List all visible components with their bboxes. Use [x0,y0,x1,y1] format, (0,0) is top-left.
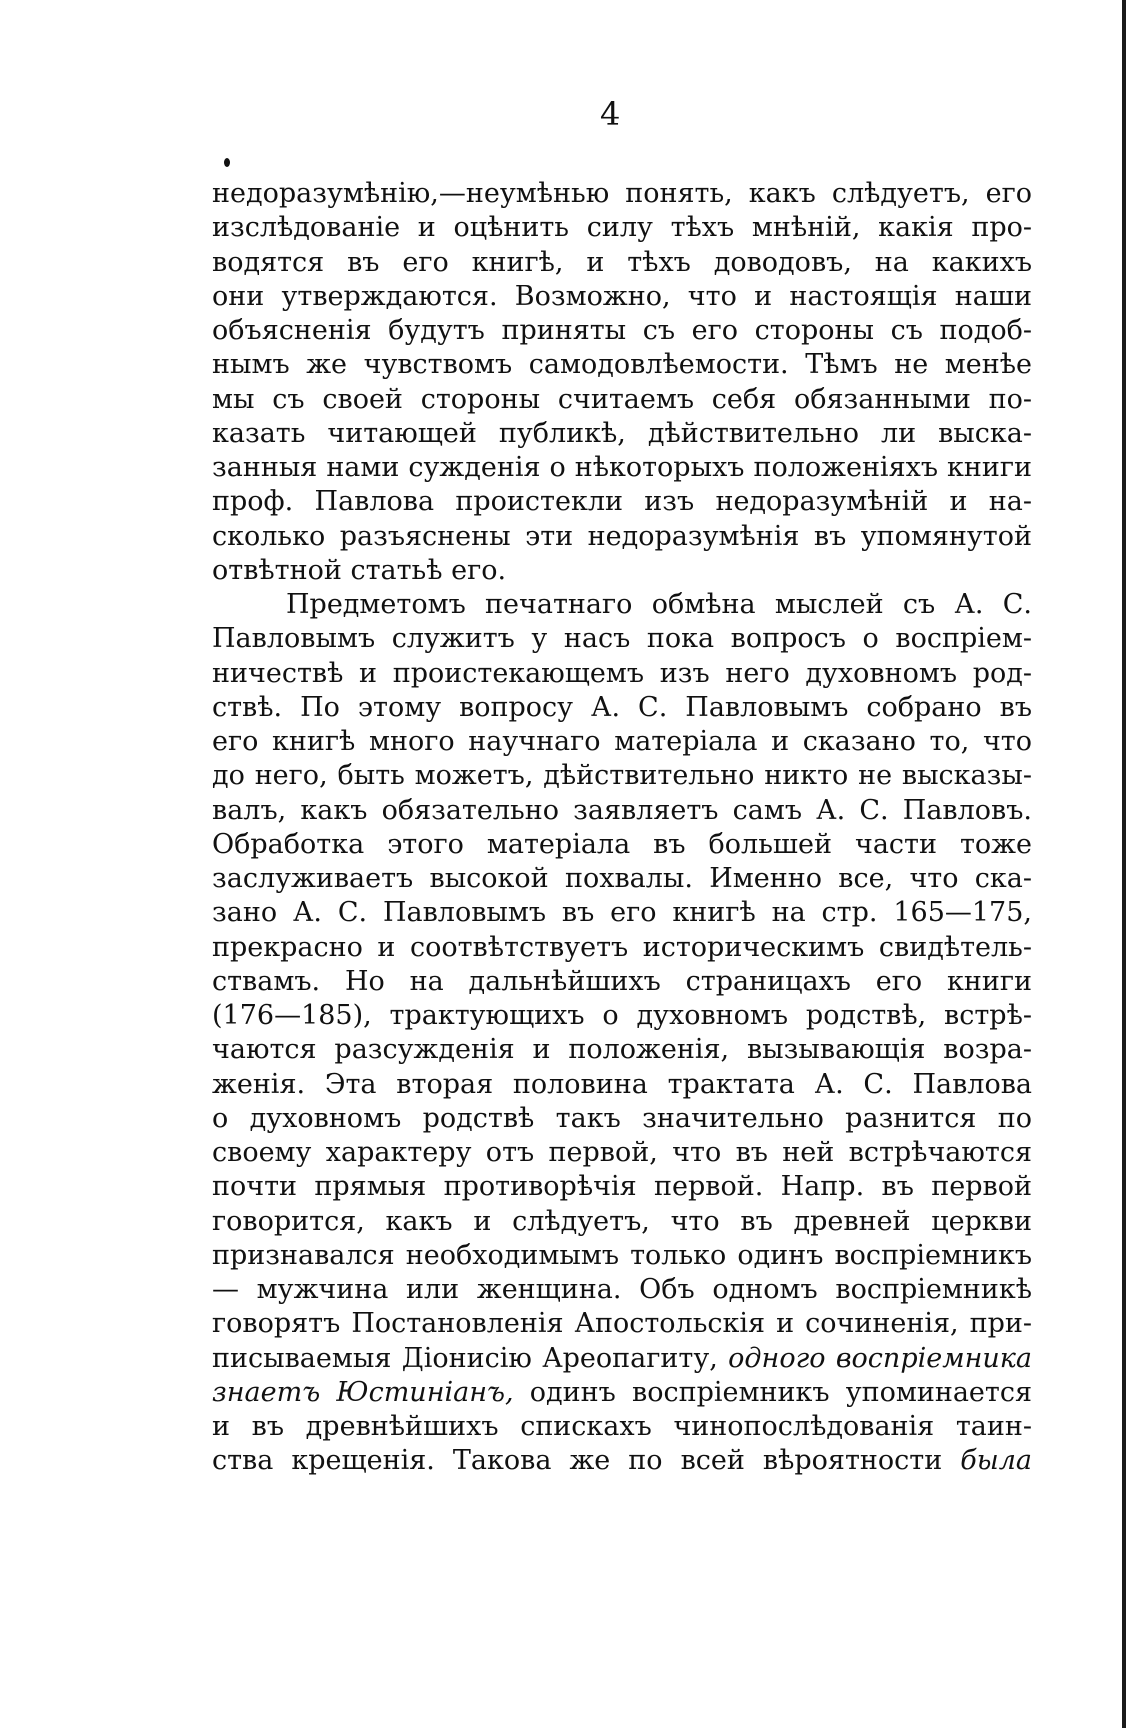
italic-emphasis: знаетъ Юстиніанъ, [212,1376,514,1408]
text-line: говорится, какъ и слѣдуетъ, что въ древней церкви [212,1205,1032,1237]
text-line: заслуживаетъ высокой похвалы. Именно все, что ска- [212,863,1032,894]
text-run: одинъ воспріемникъ упоминается [513,1376,1032,1408]
text-line: они утверждаются. Возможно, что и настоящія наши [212,280,1032,312]
text-line: Павловымъ служитъ у насъ пока вопросъ о воспріем- [212,623,1032,655]
text-line: нымъ же чувствомъ самодовлѣемости. Тѣмъ не менѣе [212,349,1032,381]
text-line: (176—185), трактующихъ о духовномъ родствѣ, встрѣ- [212,1000,1032,1031]
text-line: до него, быть можетъ, дѣйствительно никто не высказы- [212,760,1032,792]
paragraph-1 [212,177,1032,588]
text-line: валъ, какъ обязательно заявляетъ самъ А. С. Павловъ. [212,794,1032,826]
text-line: мы съ своей стороны считаемъ себя обязанными по- [212,383,1032,415]
text-line: его книгѣ много научнаго матеріала и сказано то, что [212,726,1032,757]
text-run: писываемыя Діонисію Ареопагиту, [212,1342,729,1374]
page-edge-shadow [1122,0,1126,1728]
text-line: и въ древнѣйшихъ спискахъ чинопослѣдованія таин- [212,1411,1032,1442]
text-line: о духовномъ родствѣ такъ значительно разнится по [212,1102,1032,1134]
text-line: — мужчина или женщина. Объ одномъ воспріемникѣ [212,1274,1032,1305]
text-line: водятся въ его книгѣ, и тѣхъ доводовъ, на какихъ [212,246,1032,278]
text-line: своему характеру отъ первой, что въ ней встрѣчаются [212,1137,1032,1168]
text-line: сколько разъяснены эти недоразумѣнія въ упомянутой [212,520,1032,552]
text-line: зано А. С. Павловымъ въ его книгѣ на стр. 165—175, [212,897,1032,929]
text-line: занныя нами сужденія о нѣкоторыхъ положеніяхъ книги [212,452,1032,483]
ink-speck [224,158,230,167]
page-number: 4 [600,95,621,133]
text-line: почти прямыя противорѣчія первой. Напр. въ первой [212,1171,1032,1203]
text-line-mixed [212,1376,1032,1410]
text-line: ствамъ. Но на дальнѣйшихъ страницахъ его книги [212,965,1032,997]
paragraph-2 [212,588,1032,1479]
text-run: ства крещенія. Такова же по всей вѣроятности [212,1445,961,1477]
text-line: говорятъ Постановленія Апостольскія и сочиненія, при- [212,1308,1032,1340]
text-line: признавался необходимымъ только одинъ воспріемникъ [212,1239,1032,1271]
text-line: объясненія будутъ приняты съ его стороны съ подоб- [212,315,1032,346]
body-text [212,177,1032,1479]
text-line: ствѣ. По этому вопросу А. С. Павловымъ собрано въ [212,691,1032,723]
text-line: Предметомъ печатнаго обмѣна мыслей съ А. С. [286,589,1032,620]
text-line: ничествѣ и проистекающемъ изъ него духовномъ род- [212,657,1032,689]
text-line: женія. Эта вторая половина трактата А. С. Павлова [212,1068,1032,1100]
text-line-mixed [212,1342,1032,1376]
text-line: прекрасно и соотвѣтствуетъ историческимъ свидѣтель- [212,931,1032,963]
text-line: Обработка этого матеріала въ большей части тоже [212,828,1032,860]
italic-emphasis: одного воспріемника [728,1342,1032,1374]
text-line-mixed [212,1444,1032,1478]
text-line: казать читающей публикѣ, дѣйствительно ли выска- [212,417,1032,449]
text-line: недоразумѣнію,—неумѣнью понять, какъ слѣдуетъ, его [212,178,1032,209]
text-line: проф. Павлова проистекли изъ недоразумѣній и на- [212,486,1032,518]
italic-emphasis: была [960,1445,1032,1477]
text-line: отвѣтной статьѣ его. [212,554,507,586]
text-line: чаются разсужденія и положенія, вызывающія возра- [212,1034,1032,1066]
text-line: изслѣдованіе и оцѣнить силу тѣхъ мнѣній, какія про- [212,212,1032,244]
